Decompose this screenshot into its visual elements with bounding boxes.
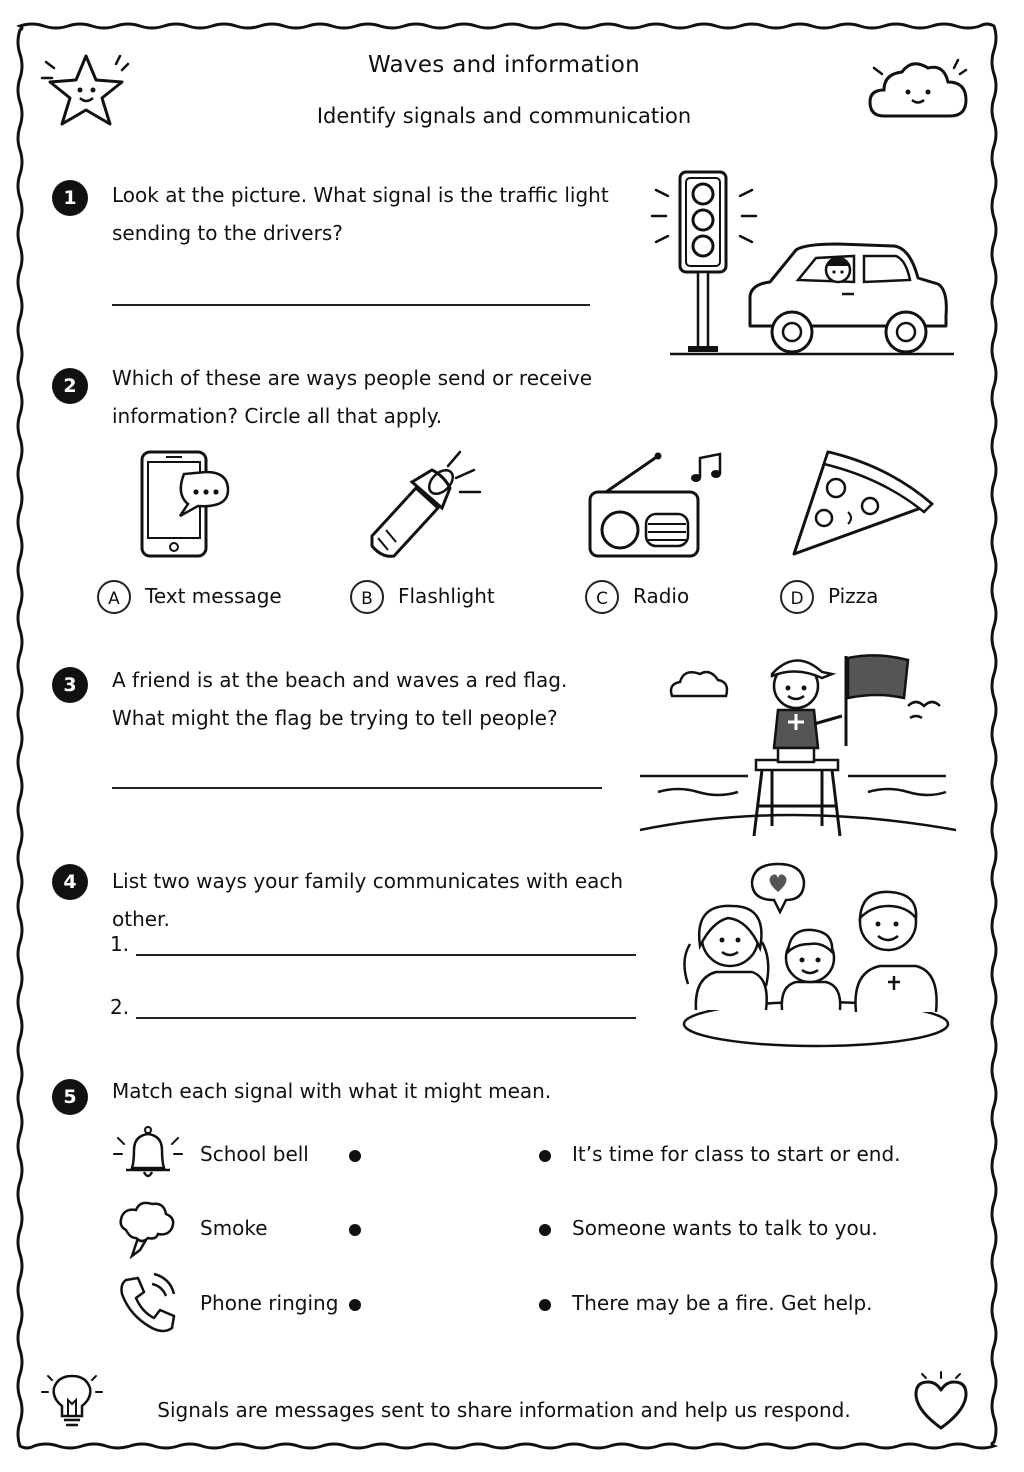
option-c-label: Radio bbox=[633, 584, 690, 608]
question-3-text bbox=[112, 661, 632, 737]
question-3-line-2: What might the flag be trying to tell people? bbox=[112, 706, 558, 730]
right-match-dot-2[interactable] bbox=[539, 1224, 551, 1236]
blank-1-label: 1. bbox=[110, 932, 130, 956]
signal-phone-ringing-label: Phone ringing bbox=[200, 1291, 339, 1315]
blank-2-label: 2. bbox=[110, 995, 130, 1019]
page-title: Waves and information bbox=[367, 52, 641, 78]
question-3-line-1: A friend is at the beach and waves a red flag. bbox=[112, 668, 568, 692]
option-a-circle[interactable]: A bbox=[97, 580, 131, 614]
question-1-line-2: sending to the drivers? bbox=[112, 221, 343, 245]
meaning-class-time: It’s time for class to start or end. bbox=[572, 1142, 901, 1166]
phone-ringing-icon bbox=[116, 1272, 180, 1336]
left-match-dot-1[interactable] bbox=[349, 1150, 361, 1162]
right-match-dot-1[interactable] bbox=[539, 1150, 551, 1162]
meaning-talk-to-you: Someone wants to talk to you. bbox=[572, 1216, 878, 1240]
question-2-text bbox=[112, 359, 712, 435]
signal-smoke-label: Smoke bbox=[200, 1216, 268, 1240]
option-a-label: Text message bbox=[145, 584, 282, 608]
question-2-line-1: Which of these are ways people send or receive bbox=[112, 366, 593, 390]
radio-icon bbox=[586, 448, 732, 562]
question-4-number: 4 bbox=[52, 864, 88, 900]
question-2-number: 2 bbox=[52, 368, 88, 404]
blank-1-line[interactable] bbox=[136, 954, 636, 956]
question-2-line-2: information? Circle all that apply. bbox=[112, 404, 443, 428]
beach-flag-illustration bbox=[638, 640, 960, 840]
smoke-icon bbox=[116, 1196, 180, 1260]
page-subtitle: Identify signals and communication bbox=[316, 104, 692, 128]
question-1-line-1: Look at the picture. What signal is the traffic light bbox=[112, 183, 609, 207]
question-3-number: 3 bbox=[52, 667, 88, 703]
option-d-label: Pizza bbox=[828, 584, 879, 608]
right-match-dot-3[interactable] bbox=[539, 1299, 551, 1311]
option-b-label: Flashlight bbox=[398, 584, 495, 608]
question-5-number: 5 bbox=[52, 1079, 88, 1115]
question-1-answer-line[interactable] bbox=[112, 304, 590, 306]
option-c-circle[interactable]: C bbox=[585, 580, 619, 614]
meaning-fire: There may be a fire. Get help. bbox=[572, 1291, 873, 1315]
option-b-circle[interactable]: B bbox=[350, 580, 384, 614]
phone-message-icon bbox=[136, 448, 236, 560]
bell-icon bbox=[112, 1122, 184, 1186]
signal-school-bell-label: School bell bbox=[200, 1142, 309, 1166]
blank-2-line[interactable] bbox=[136, 1017, 636, 1019]
left-match-dot-3[interactable] bbox=[349, 1299, 361, 1311]
traffic-light-car-illustration bbox=[648, 166, 960, 360]
family-illustration bbox=[676, 860, 956, 1050]
question-5-text: Match each signal with what it might mean. bbox=[112, 1079, 552, 1103]
option-d-circle[interactable]: D bbox=[780, 580, 814, 614]
question-1-text bbox=[112, 176, 652, 252]
question-4-text: List two ways your family communicates with each other. bbox=[112, 869, 624, 931]
flashlight-icon bbox=[364, 446, 484, 562]
left-match-dot-2[interactable] bbox=[349, 1224, 361, 1236]
footer-text: Signals are messages sent to share information and help us respond. bbox=[157, 1398, 851, 1422]
question-1-number: 1 bbox=[52, 180, 88, 216]
question-3-answer-line[interactable] bbox=[112, 787, 602, 789]
pizza-icon bbox=[788, 448, 938, 562]
